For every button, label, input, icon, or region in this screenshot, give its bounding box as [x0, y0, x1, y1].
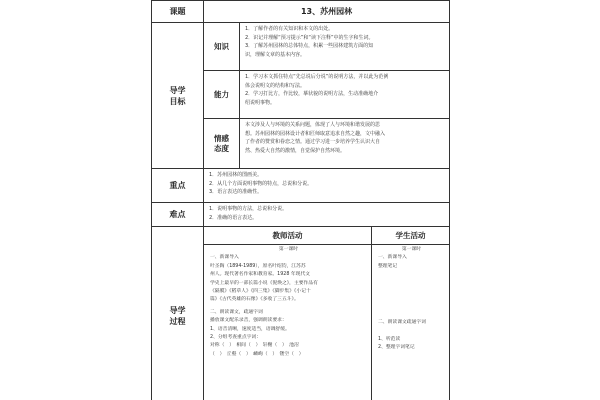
- keypoint-line: 1．苏州园林的图画美。: [209, 172, 263, 178]
- ability-line: 绍说明事物。: [245, 99, 276, 106]
- student-activity: [372, 245, 450, 400]
- emotion-line: 然、热爱大自然的激情，自觉保护自然环境。: [245, 147, 346, 154]
- ability-content: [240, 71, 450, 119]
- emotion-line: 本文涉及人与环境的关系问题，体现了人与环境和谐发展的思: [245, 122, 381, 128]
- difficulties-content: [204, 203, 450, 227]
- emotion-label: 情感 态度: [204, 119, 240, 169]
- teacher-activity: [204, 245, 372, 400]
- teacher-intro-line: 篇》《古代英雄的石像》《多收了三五斗》。: [210, 297, 299, 303]
- teacher-reading-line: 2、分组考查重点字词：: [210, 335, 262, 341]
- teacher-intro-line: 州人。现代著名作家和教育家。1928 年现代文: [210, 272, 311, 278]
- ability-line: 体会说明文的结构和写法。: [245, 82, 306, 89]
- student-reading-item: 2、整理字词笔记: [378, 345, 415, 351]
- knowledge-label: 知识: [204, 23, 240, 71]
- difficulty-line: 2．准确的语言表达。: [209, 214, 258, 221]
- lesson-plan-table: [151, 0, 450, 400]
- teacher-reading-title: 二、朗读课文，疏通字词: [210, 309, 263, 315]
- ability-line: 1．学习本文抓住特点“先总说后分说”的说明方法，并以此为范例: [245, 74, 389, 80]
- difficulties-label: 难点: [152, 203, 204, 227]
- difficulty-line: 1．说明事物的方法，总说和分说。: [209, 206, 288, 212]
- knowledge-line: 3．了解苏州园林的总体特点，积累一些园林建筑方面的知: [245, 43, 374, 50]
- student-intro-title: 一、新课导入: [378, 255, 407, 261]
- process-header-row: [152, 227, 450, 245]
- topic-label: 课题: [152, 1, 204, 23]
- keypoints-content: [204, 169, 450, 203]
- topic-row: [152, 1, 450, 23]
- teacher-reading-line: 对称（ ） 相间（ ） 轩榭（ ） 池沼: [210, 343, 299, 349]
- teacher-intro-line: 学史上最早的一部长篇小说《倪焕之》，主要作品有: [210, 280, 318, 286]
- teacher-reading-line: 播放课文配乐录音，强调朗读要求：: [210, 318, 287, 324]
- knowledge-line: 识，理解文章的基本内容。: [245, 51, 306, 58]
- teacher-lesson-title: 第一课时: [278, 247, 299, 252]
- teacher-reading-line: 1、语音清晰，速度适当，语调舒缓。: [210, 326, 290, 332]
- student-activity-header: 学生活动: [372, 227, 450, 245]
- student-reading-title: 二、朗读课文疏通字词: [378, 320, 426, 326]
- knowledge-line: 1．了解作者的有关知识和本文的出处。: [245, 26, 334, 32]
- teacher-activity-header: 教师活动: [204, 227, 372, 245]
- teacher-intro-line: 叶圣陶（1894-1989），原名叶绍钧，江苏苏: [210, 263, 306, 269]
- student-reading-item: 1、听范读: [378, 336, 401, 342]
- keypoint-line: 2．从几个方面说明事物的特点，总说和分说。: [209, 180, 313, 187]
- difficulties-row: [152, 203, 450, 227]
- ability-line: 2．学习打比方，作比较，摹状貌的说明方法，生动准确地介: [245, 91, 379, 98]
- keypoints-row: [152, 169, 450, 203]
- teacher-reading-line: （ ） 丘壑（ ） 嶙峋（ ） 镂空（ ）: [210, 351, 304, 357]
- lesson-title: 13、苏州园林: [204, 1, 450, 23]
- student-intro-action: 整理笔记: [378, 263, 398, 269]
- knowledge-content: [240, 23, 450, 71]
- keypoints-label: 重点: [152, 169, 204, 203]
- emotion-line: 了作者的赞赏和眷恋之情。通过学习进一步培养学生认识大自: [245, 139, 381, 146]
- process-label: 导学 过程: [152, 227, 204, 400]
- emotion-content: [240, 119, 450, 169]
- ability-label: 能力: [204, 71, 240, 119]
- knowledge-row: [152, 23, 450, 71]
- keypoint-line: 3．语言表达的准确性。: [209, 189, 263, 196]
- objectives-label: 导学 目标: [152, 23, 204, 169]
- teacher-intro-line: 《隔膜》《稻草人》《四三集》《脚步集》《小记十: [210, 289, 311, 295]
- emotion-line: 想。苏州园林的园林设计者和匠师取意追求自然之趣，文中融入: [245, 130, 386, 137]
- student-lesson-title: 第一课时: [401, 247, 422, 252]
- teacher-intro-title: 一、新课导入: [210, 255, 239, 261]
- knowledge-line: 2．识记并理解“预习提示”和“读下注释”中的生字和生词。: [245, 34, 374, 41]
